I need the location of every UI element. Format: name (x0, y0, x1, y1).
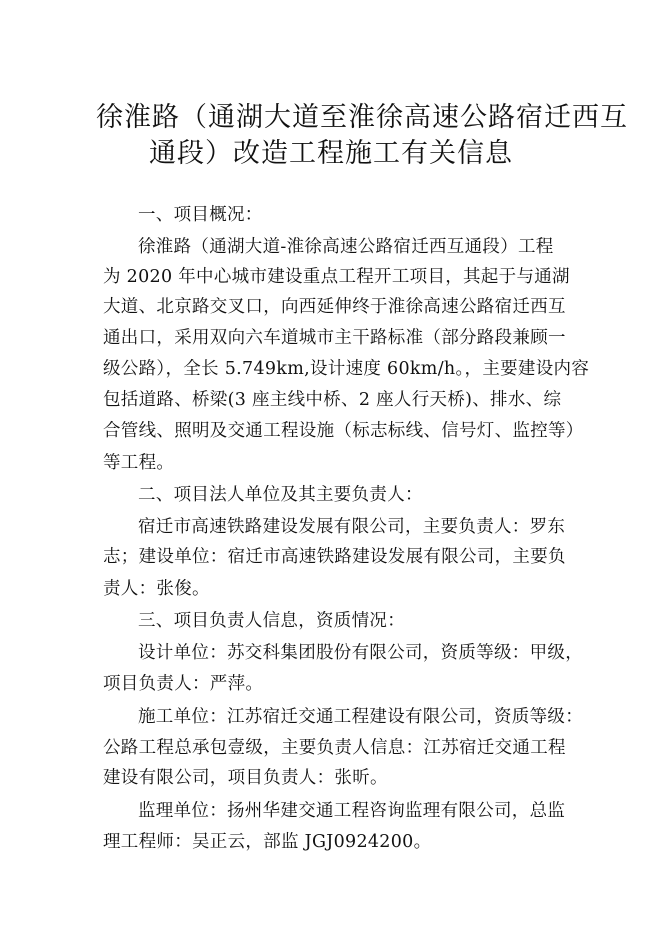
paragraph-line: 大道、北京路交叉口，向西延伸终于淮徐高速公路宿迁西互 (103, 297, 566, 317)
document-title-line-1: 徐淮路（通湖大道至淮徐高速公路宿迁西互 (96, 102, 628, 133)
paragraph-line: 设计单位：苏交科集团股份有限公司，资质等级：甲级， (138, 643, 583, 663)
paragraph-line: 建设有限公司，项目负责人：张昕。 (103, 768, 388, 788)
paragraph-line: 等工程。 (103, 453, 175, 473)
section-heading-project-overview: 一、项目概况： (138, 205, 263, 225)
paragraph-line: 通出口，采用双向六车道城市主干路标准（部分路段兼顾一 (103, 328, 566, 348)
document-title-line-2: 通段）改造工程施工有关信息 (149, 138, 513, 169)
section-heading-project-leaders: 三、项目负责人信息，资质情况： (138, 611, 405, 631)
paragraph-line: 项目负责人：严萍。 (103, 674, 264, 694)
paragraph-line: 施工单位：江苏宿迁交通工程建设有限公司，资质等级： (138, 707, 583, 727)
paragraph-line: 责人：张俊。 (103, 579, 210, 599)
paragraph-line: 监理单位：扬州华建交通工程咨询监理有限公司，总监 (138, 801, 566, 821)
paragraph-line: 包括道路、桥梁(3 座主线中桥、2 座人行天桥)、排水、综 (103, 390, 562, 410)
paragraph-line: 志；建设单位：宿迁市高速铁路建设发展有限公司，主要负 (103, 547, 566, 567)
section-heading-legal-entity: 二、项目法人单位及其主要负责人： (138, 485, 423, 505)
paragraph-line: 级公路），全长 5.749km,设计速度 60km/h。，主要建设内容 (103, 359, 590, 379)
paragraph-line: 理工程师：吴正云，部监 JGJ0924200。 (103, 832, 432, 852)
paragraph-line: 徐淮路（通湖大道-淮徐高速公路宿迁西互通段）工程 (138, 237, 554, 257)
paragraph-line: 为 2020 年中心城市建设重点工程开工项目，其起于与通湖 (103, 267, 570, 287)
paragraph-line: 公路工程总承包壹级，主要负责人信息：江苏宿迁交通工程 (103, 738, 566, 758)
paragraph-line: 合管线、照明及交通工程设施（标志标线、信号灯、监控等） (103, 421, 584, 441)
paragraph-line: 宿迁市高速铁路建设发展有限公司，主要负责人：罗东 (138, 517, 566, 537)
